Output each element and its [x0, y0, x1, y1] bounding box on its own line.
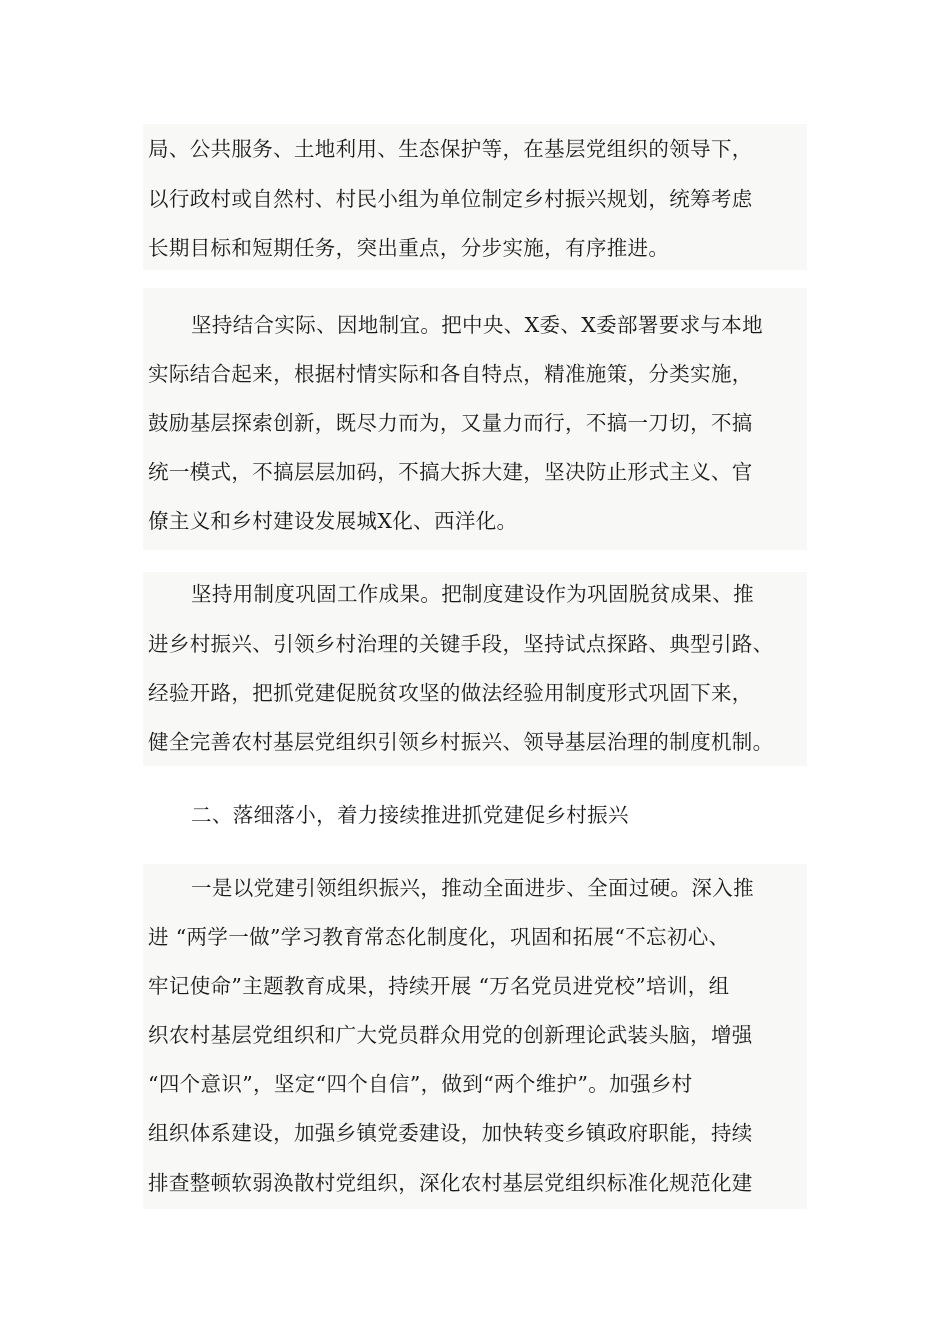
paragraph-line: 实际结合起来，根据村情实际和各自特点，精准施策，分类实施， [148, 362, 753, 386]
paragraph-line: 统一模式，不搞层层加码，不搞大拆大建，坚决防止形式主义、官 [148, 460, 753, 484]
paragraph-line: 以行政村或自然村、村民小组为单位制定乡村振兴规划，统筹考虑 [148, 187, 753, 211]
paragraph-line: 坚持结合实际、因地制宜。把中央、X委、X委部署要求与本地 [191, 313, 763, 337]
paragraph-line: “四个意识”，坚定“四个自信”，做到“两个维护”。加强乡村 [148, 1072, 693, 1096]
paragraph-line: 进 “两学一做”学习教育常态化制度化，巩固和拓展“不忘初心、 [148, 925, 730, 949]
paragraph-line: 坚持用制度巩固工作成果。把制度建设作为巩固脱贫成果、推 [191, 582, 754, 606]
paragraph-line: 局、公共服务、土地利用、生态保护等，在基层党组织的领导下， [148, 137, 753, 161]
paragraph-line: 进乡村振兴、引领乡村治理的关键手段，坚持试点探路、典型引路、 [148, 632, 774, 656]
paragraph-line: 组织体系建设，加强乡镇党委建设，加快转变乡镇政府职能，持续 [148, 1121, 753, 1145]
paragraph-line: 一是以党建引领组织振兴，推动全面进步、全面过硬。深入推 [191, 876, 754, 900]
paragraph-line: 排查整顿软弱涣散村党组织，深化农村基层党组织标准化规范化建 [148, 1171, 753, 1195]
paragraph-line: 织农村基层党组织和广大党员群众用党的创新理论武装头脑，增强 [148, 1023, 753, 1047]
paragraph-line: 鼓励基层探索创新，既尽力而为，又量力而行，不搞一刀切，不搞 [148, 411, 753, 435]
paragraph-line: 经验开路，把抓党建促脱贫攻坚的做法经验用制度形式巩固下来， [148, 681, 753, 705]
paragraph-line: 健全完善农村基层党组织引领乡村振兴、领导基层治理的制度机制。 [148, 730, 774, 754]
paragraph-line: 长期目标和短期任务，突出重点，分步实施，有序推进。 [148, 236, 670, 260]
paragraph-line: 僚主义和乡村建设发展城X化、西洋化。 [148, 509, 518, 533]
paragraph-line: 牢记使命”主题教育成果，持续开展 “万名党员进党校”培训，组 [148, 974, 730, 998]
section-heading: 二、落细落小，着力接续推进抓党建促乡村振兴 [191, 803, 629, 827]
